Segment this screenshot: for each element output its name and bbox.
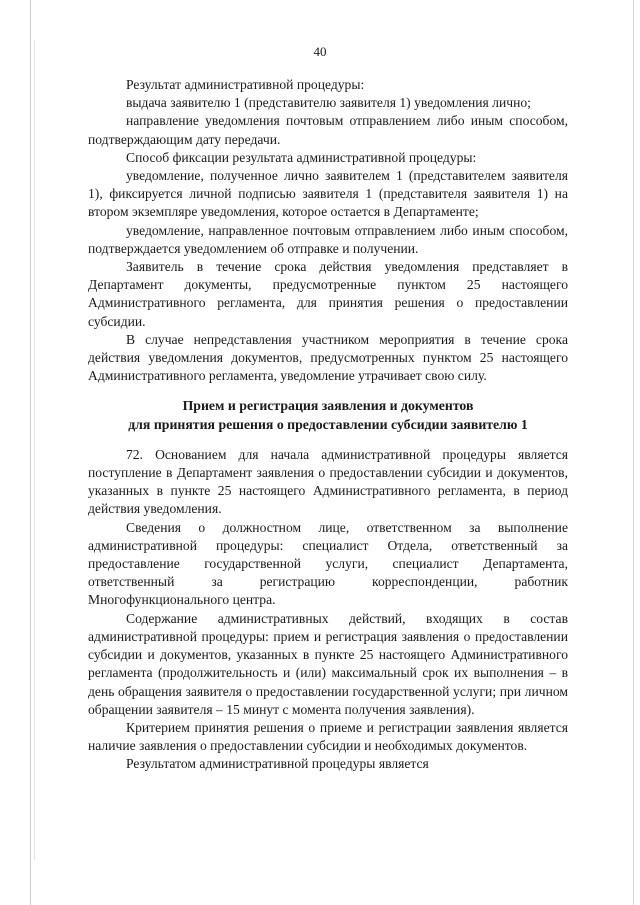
- paragraph: выдача заявителю 1 (представителю заявителя 1) уведомления лично;: [126, 95, 531, 111]
- paragraph: уведомление, полученное лично заявителем 1 (представителем заявителя 1), фиксируется личной подписью заявителя 1 (представителя заявителя 1) на втором экземпляре уведомления, которое остается в Департаменте;: [88, 168, 568, 220]
- paragraph: Способ фиксации результата административной процедуры:: [126, 149, 477, 165]
- paragraph: уведомление, направленное почтовым отправлением либо иным способом, подтверждается уведомлением об отправке и получении.: [88, 222, 568, 256]
- paragraph: Результат административной процедуры:: [126, 77, 365, 92]
- scan-border-left: [30, 0, 31, 905]
- paragraph: 72. Основанием для начала административной процедуры является поступление в Департамент заявления о предоставлении субсидии и документов, указанных в пункте 25 настоящего Административного регламента, в период действия уведомления.: [88, 446, 568, 517]
- paragraph: Критерием принятия решения о приеме и регистрации заявления является наличие заявления о предоставлении субсидии и необходимых документов.: [88, 719, 568, 754]
- scan-border-left-inner: [34, 40, 35, 860]
- scan-border-right: [633, 0, 634, 905]
- document-body: [88, 76, 568, 774]
- paragraph: Результатом административной процедуры является: [126, 756, 429, 772]
- paragraph: Сведения о должностном лице, ответственном за выполнение административной процедуры: специалист Отдела, ответственный за предоставление государственной услуги, специалист Департамента, ответственный за регистрацию корреспонденции, работник Многофункционального центра.: [88, 519, 568, 608]
- paragraph: Заявитель в течение срока действия уведомления представляет в Департамент документы, предусмотренные пунктом 25 настоящего Административного регламента, для принятия решения о предоставлении субсидии.: [88, 259, 568, 329]
- paragraph: В случае непредставления участником мероприятия в течение срока действия уведомления документов, предусмотренных пунктом 25 настоящего Административного регламента, уведомление утрачивает свою силу.: [88, 331, 568, 384]
- paragraph: направление уведомления почтовым отправлением либо иным способом, подтверждающим дату передачи.: [88, 113, 568, 147]
- section-heading-line: Прием и регистрация заявления и документов: [182, 398, 474, 414]
- section-heading: [88, 397, 568, 433]
- page-number: 40: [313, 44, 327, 59]
- section-heading-line: для принятия решения о предоставлении субсидии заявителю 1: [128, 416, 528, 432]
- paragraph: Содержание административных действий, входящих в состав административной процедуры: прием и регистрация заявления о предоставлении субсидии и документов, указанных в пункте 25 настоящего Административного регламента (продолжительность и (или) максимальный срок их выполнения – в день обращения заявителя о предоставлении государственной услуги; при личном обращении заявителя – 15 минут с момента получения заявления).: [88, 610, 568, 717]
